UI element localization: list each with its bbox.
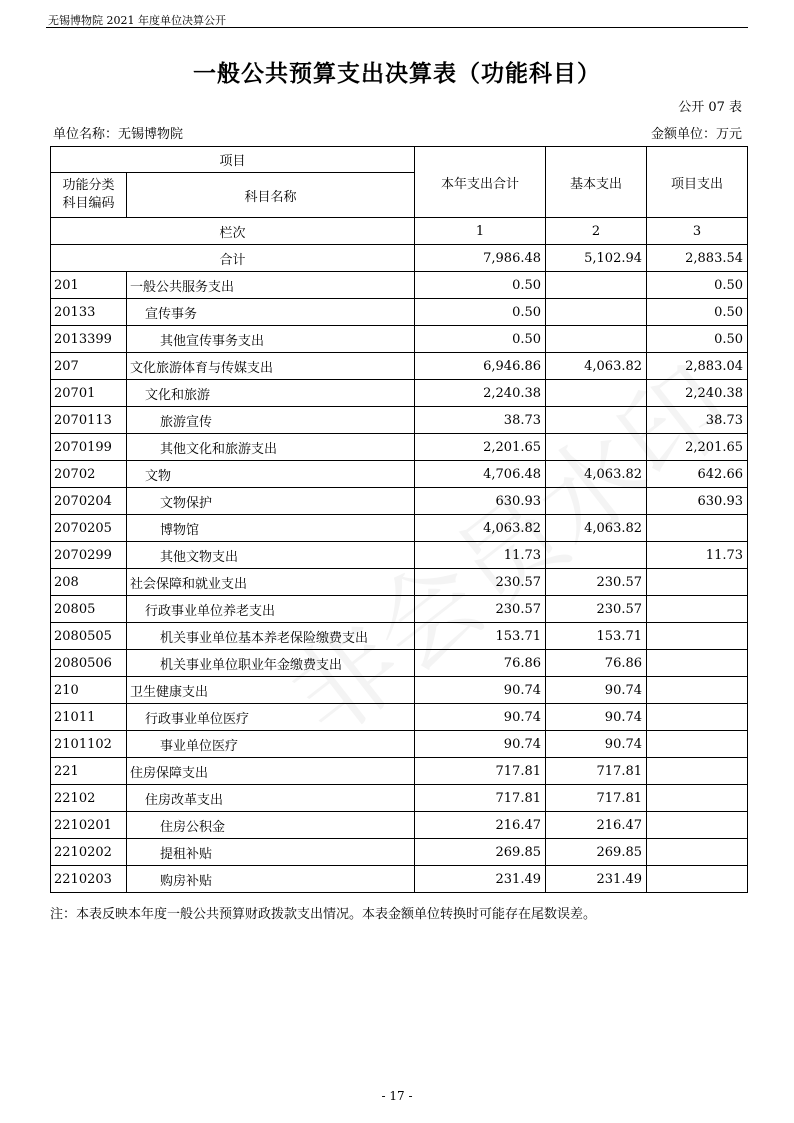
money-unit: 金额单位：万元: [650, 127, 742, 142]
col-index-1: 1: [415, 218, 546, 245]
row-basic: 717.81: [546, 758, 647, 785]
row-name: 文化旅游体育与传媒支出: [127, 353, 415, 380]
row-basic: 76.86: [546, 650, 647, 677]
row-project: 630.93: [647, 488, 748, 515]
row-total: 90.74: [415, 677, 546, 704]
row-code: 2013399: [51, 326, 127, 353]
row-project: 0.50: [647, 272, 748, 299]
row-total: 38.73: [415, 407, 546, 434]
row-name: 住房保障支出: [127, 758, 415, 785]
row-name: 文物保护: [127, 488, 415, 515]
table-row: [51, 866, 748, 893]
row-name: 其他文物支出: [127, 542, 415, 569]
row-code: 22102: [51, 785, 127, 812]
row-code: 2080505: [51, 623, 127, 650]
table-row: [51, 407, 748, 434]
table-row: [51, 461, 748, 488]
row-code: 207: [51, 353, 127, 380]
row-code: 2210202: [51, 839, 127, 866]
row-project: 642.66: [647, 461, 748, 488]
column-index-row: [51, 218, 748, 245]
row-code: 21011: [51, 704, 127, 731]
row-code: 221: [51, 758, 127, 785]
table-row: [51, 596, 748, 623]
row-project: [647, 650, 748, 677]
row-name: 机关事业单位职业年金缴费支出: [127, 650, 415, 677]
row-code: 2101102: [51, 731, 127, 758]
table-row: [51, 299, 748, 326]
table-row: [51, 758, 748, 785]
row-code: 20701: [51, 380, 127, 407]
col-index-3: 3: [647, 218, 748, 245]
page-title: 一般公共预算支出决算表（功能科目）: [193, 61, 601, 87]
row-project: [647, 677, 748, 704]
table-row: [51, 434, 748, 461]
table-row: [51, 272, 748, 299]
row-name: 宣传事务: [127, 299, 415, 326]
row-total: 2,240.38: [415, 380, 546, 407]
row-basic: 230.57: [546, 569, 647, 596]
col-basic-header: 基本支出: [546, 147, 647, 218]
row-total: 153.71: [415, 623, 546, 650]
row-project: [647, 623, 748, 650]
row-total: 4,063.82: [415, 515, 546, 542]
table-row: [51, 839, 748, 866]
table-row: [51, 812, 748, 839]
row-total: 6,946.86: [415, 353, 546, 380]
table-row: [51, 704, 748, 731]
row-code: 2070299: [51, 542, 127, 569]
row-project: 2,201.65: [647, 434, 748, 461]
row-total: 269.85: [415, 839, 546, 866]
table-header-row-1: [51, 147, 748, 173]
row-name: 住房公积金: [127, 812, 415, 839]
code-header: 功能分类 科目编码: [51, 173, 127, 218]
row-name: 行政事业单位养老支出: [127, 596, 415, 623]
row-basic: 269.85: [546, 839, 647, 866]
row-project: 11.73: [647, 542, 748, 569]
row-basic: 216.47: [546, 812, 647, 839]
table-row: [51, 677, 748, 704]
row-code: 2070205: [51, 515, 127, 542]
row-code: 201: [51, 272, 127, 299]
row-total: 216.47: [415, 812, 546, 839]
row-basic: [546, 272, 647, 299]
row-project: [647, 866, 748, 893]
row-total: 90.74: [415, 731, 546, 758]
row-total: 230.57: [415, 569, 546, 596]
row-basic: [546, 299, 647, 326]
total-project: 2,883.54: [647, 245, 748, 272]
total-amount: 7,986.48: [415, 245, 546, 272]
row-project: [647, 731, 748, 758]
row-code: 20133: [51, 299, 127, 326]
row-basic: 4,063.82: [546, 515, 647, 542]
row-project: [647, 596, 748, 623]
row-project: [647, 758, 748, 785]
unit-name: 单位名称：无锡博物院: [53, 127, 184, 142]
table-row: [51, 785, 748, 812]
header-rule: [46, 27, 748, 28]
name-header: 科目名称: [127, 173, 415, 218]
table-row: [51, 380, 748, 407]
row-name: 机关事业单位基本养老保险缴费支出: [127, 623, 415, 650]
row-code: 20702: [51, 461, 127, 488]
row-total: 630.93: [415, 488, 546, 515]
row-name: 住房改革支出: [127, 785, 415, 812]
col-index-2: 2: [546, 218, 647, 245]
row-code: 2070204: [51, 488, 127, 515]
row-basic: 231.49: [546, 866, 647, 893]
row-name: 文物: [127, 461, 415, 488]
row-basic: 90.74: [546, 731, 647, 758]
row-total: 230.57: [415, 596, 546, 623]
row-project: 2,883.04: [647, 353, 748, 380]
col-project-header: 项目支出: [647, 147, 748, 218]
table-row: [51, 569, 748, 596]
row-total: 11.73: [415, 542, 546, 569]
table-row: [51, 623, 748, 650]
row-project: [647, 839, 748, 866]
form-number: 公开 07 表: [678, 100, 742, 115]
row-name: 卫生健康支出: [127, 677, 415, 704]
table-row: [51, 542, 748, 569]
row-total: 0.50: [415, 272, 546, 299]
row-basic: [546, 488, 647, 515]
row-total: 717.81: [415, 758, 546, 785]
row-project: 0.50: [647, 299, 748, 326]
table-row: [51, 650, 748, 677]
row-code: 2210201: [51, 812, 127, 839]
row-name: 购房补贴: [127, 866, 415, 893]
table-row: [51, 515, 748, 542]
table-row: [51, 353, 748, 380]
row-project: [647, 812, 748, 839]
row-name: 博物馆: [127, 515, 415, 542]
row-name: 其他文化和旅游支出: [127, 434, 415, 461]
row-total: 2,201.65: [415, 434, 546, 461]
row-basic: 717.81: [546, 785, 647, 812]
row-project: 0.50: [647, 326, 748, 353]
row-basic: 4,063.82: [546, 461, 647, 488]
budget-table: [50, 146, 748, 893]
row-code: 208: [51, 569, 127, 596]
row-project: [647, 569, 748, 596]
row-name: 一般公共服务支出: [127, 272, 415, 299]
table-note: 注：本表反映本年度一般公共预算财政拨款支出情况。本表金额单位转换时可能存在尾数误差。: [50, 907, 597, 922]
total-row: [51, 245, 748, 272]
document-header: 无锡博物院 2021 年度单位决算公开: [48, 14, 226, 27]
row-basic: [546, 434, 647, 461]
page-number: - 17 -: [381, 1089, 413, 1103]
row-project: [647, 515, 748, 542]
row-project: [647, 785, 748, 812]
row-name: 文化和旅游: [127, 380, 415, 407]
row-code: 2070113: [51, 407, 127, 434]
row-name: 社会保障和就业支出: [127, 569, 415, 596]
row-basic: 153.71: [546, 623, 647, 650]
row-basic: 90.74: [546, 677, 647, 704]
row-name: 行政事业单位医疗: [127, 704, 415, 731]
row-total: 4,706.48: [415, 461, 546, 488]
row-project: 38.73: [647, 407, 748, 434]
total-label: 合计: [51, 245, 415, 272]
table-row: [51, 731, 748, 758]
row-basic: [546, 326, 647, 353]
row-name: 提租补贴: [127, 839, 415, 866]
row-total: 717.81: [415, 785, 546, 812]
row-basic: 230.57: [546, 596, 647, 623]
row-total: 76.86: [415, 650, 546, 677]
row-total: 90.74: [415, 704, 546, 731]
table-row: [51, 488, 748, 515]
row-project: 2,240.38: [647, 380, 748, 407]
row-total: 0.50: [415, 326, 546, 353]
row-basic: [546, 407, 647, 434]
table-row: [51, 326, 748, 353]
row-code: 2080506: [51, 650, 127, 677]
row-basic: [546, 542, 647, 569]
row-basic: 90.74: [546, 704, 647, 731]
row-basic: 4,063.82: [546, 353, 647, 380]
row-name: 其他宣传事务支出: [127, 326, 415, 353]
row-total: 231.49: [415, 866, 546, 893]
row-project: [647, 704, 748, 731]
row-index-label: 栏次: [51, 218, 415, 245]
project-header: 项目: [51, 147, 415, 173]
row-code: 2210203: [51, 866, 127, 893]
row-total: 0.50: [415, 299, 546, 326]
col-total-header: 本年支出合计: [415, 147, 546, 218]
row-code: 2070199: [51, 434, 127, 461]
row-name: 旅游宣传: [127, 407, 415, 434]
row-name: 事业单位医疗: [127, 731, 415, 758]
total-basic: 5,102.94: [546, 245, 647, 272]
row-code: 210: [51, 677, 127, 704]
row-code: 20805: [51, 596, 127, 623]
row-basic: [546, 380, 647, 407]
